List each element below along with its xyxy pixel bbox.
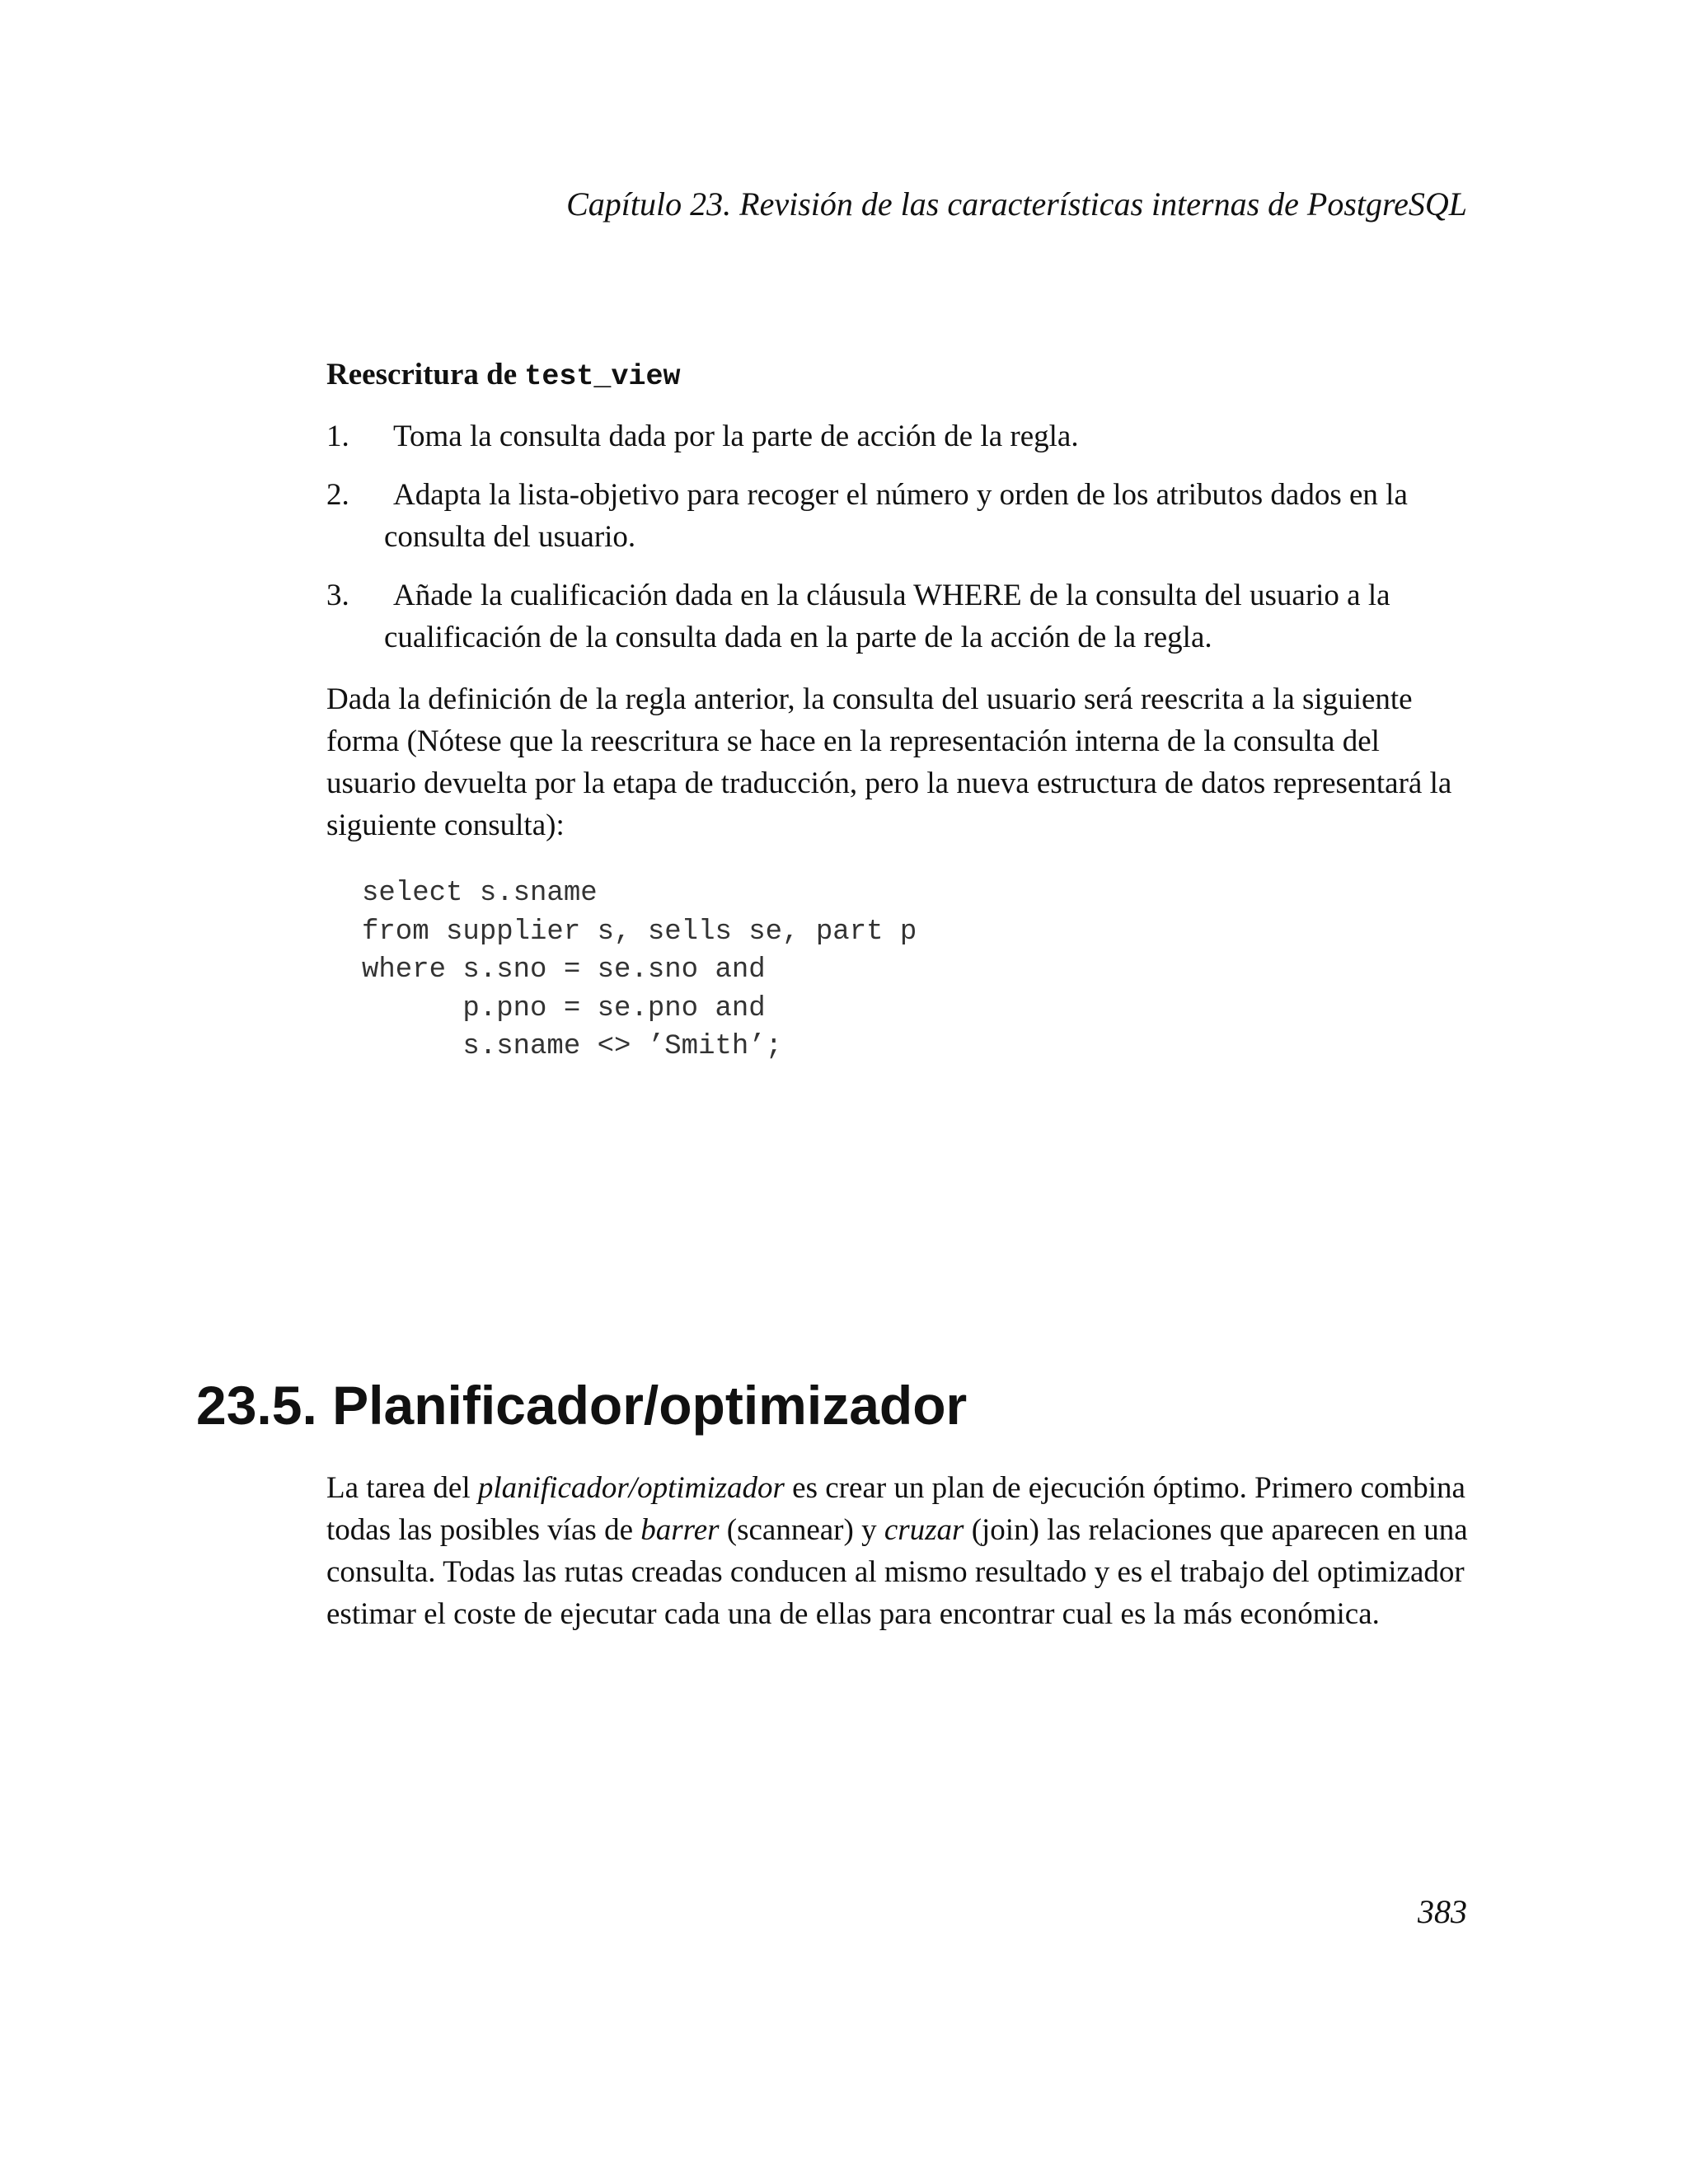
section-title: 23.5. Planificador/optimizador [196, 1375, 968, 1436]
list-item-text: Toma la consulta dada por la parte de acción de la regla. [393, 419, 1079, 453]
subsection-heading-text: Reescritura de [326, 358, 518, 391]
page-number: 383 [1418, 1893, 1467, 1930]
text-run: La tarea del [326, 1471, 478, 1505]
list-item [326, 415, 1472, 457]
emphasis-term: barrer [640, 1513, 720, 1547]
list-item-number: 1. [326, 419, 349, 453]
list-item-number: 2. [326, 478, 349, 512]
subsection-heading [326, 354, 1472, 397]
subsection-heading-code: test_view [524, 360, 681, 393]
text-run: es crear un plan de ejecución óptimo. Primero combina todas las posibles vías de [326, 1471, 1465, 1547]
list-item [326, 474, 1472, 558]
running-header: Capítulo 23. Revisión de las características internas de PostgreSQL [566, 185, 1467, 223]
emphasis-term: cruzar [884, 1513, 964, 1547]
list-item-text: Adapta la lista-objetivo para recoger el número y orden de los atributos dados en la consulta del usuario. [384, 478, 1408, 554]
text-run: (join) las relaciones que aparecen en una consulta. Todas las rutas creadas conducen al mismo resultado y es el trabajo del optimizador estimar el coste de ejecutar cada una de ellas para encontrar cual es la más económica. [326, 1513, 1468, 1631]
list-item-number: 3. [326, 579, 349, 612]
emphasis-term: planificador/optimizador [477, 1471, 785, 1505]
rewrite-paragraph: Dada la definición de la regla anterior, la consulta del usuario será reescrita a la siguiente forma (Nótese que la reescritura se hace en la representación interna de la consulta del usuario devuelta por la etapa de traducción, pero la nueva estructura de datos representará la siguiente consulta): [326, 682, 1452, 842]
section-paragraph [326, 1467, 1472, 1635]
code-block: select s.sname from supplier s, sells se, part p where s.sno = se.sno and p.pno = se.pno and s.sname <> ’Smith’; [362, 878, 917, 1062]
section-body [326, 1467, 1472, 1635]
text-run: (scannear) y [719, 1513, 884, 1547]
list-item [326, 574, 1472, 658]
list-item-text: Añade la cualificación dada en la cláusula WHERE de la consulta del usuario a la cualificación de la consulta dada en la parte de la acción de la regla. [384, 579, 1390, 654]
steps-list [326, 415, 1472, 658]
rewrite-subsection [326, 354, 1472, 1066]
